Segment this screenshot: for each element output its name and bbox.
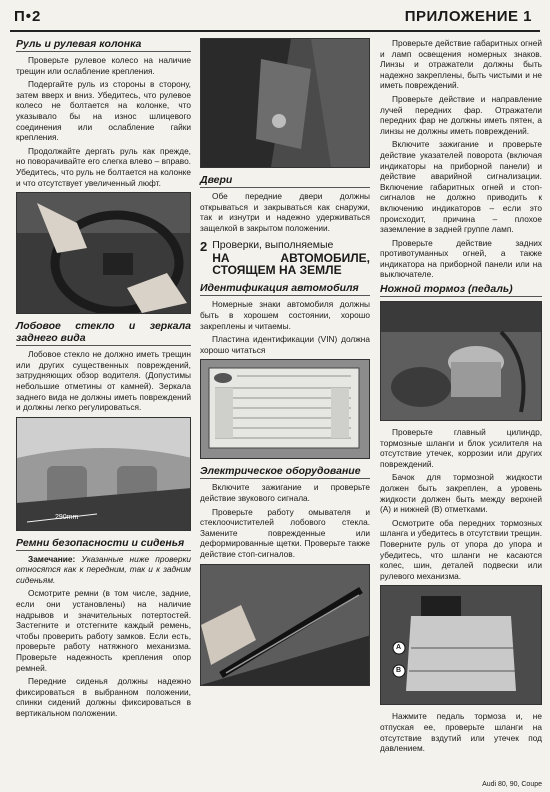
photo-wiper-blade xyxy=(200,564,370,686)
photo-door-latch xyxy=(200,38,370,168)
lights-paragraph-1: Проверьте действие габаритных огней и ламп освещения номерных знаков. Линзы и отражатели должны быть надежно закреплены, быть чистыми и не иметь повреждений. xyxy=(380,38,542,91)
belts-paragraph-2: Передние сиденья должны надежно фиксироваться в выбранном положении, спинки сидений должны фиксироваться в вертикальном положении. xyxy=(16,676,191,718)
heading-identification: Идентификация автомобиля xyxy=(200,282,370,296)
heading-belts: Ремни безопасности и сиденья xyxy=(16,537,191,551)
level-marker-b: B xyxy=(396,667,402,675)
identification-paragraph-2: Пластина идентификации (VIN) должна хорошо читаться xyxy=(200,334,370,355)
windscreen-paragraph-1: Лобовое стекло не должно иметь трещин или других существенных повреждений, затрудняющих обзор водителя. (Допустимы небольшие отметины от камней). Зеркала заднего вида не должны иметь повреждений и должны легко регулироваться. xyxy=(16,349,191,413)
steering-paragraph-3: Продолжайте дергать руль как прежде, но поворачивайте его слегка влево – вправо. Убедитесь, что руль не болтается на колонке и что отсутствует увеличенный люфт. xyxy=(16,145,191,188)
identification-paragraph-1: Номерные знаки автомобиля должны быть в хорошем состоянии, хорошо закреплены и читаемы. xyxy=(200,299,370,331)
heading-foot-brake: Ножной тормоз (педаль) xyxy=(380,283,542,297)
doors-paragraph-1: Обе передние двери должны открываться и закрываться как снаружи, так и изнутри и надежно удерживаться защелкой в закрытом положении. xyxy=(200,191,370,233)
belts-paragraph-1: Осмотрите ремни (в том числе, задние, если они установлены) на наличие надрывов и значительных потертостей. Застегните и отстегните каждый ремень, чтобы проверить работу замков. Если есть, проверьте работу натяжного механизма. Проверьте надежность крепления опор ремней. xyxy=(16,588,191,673)
level-marker-a: A xyxy=(396,644,402,652)
brake-paragraph-1: Проверьте главный цилиндр, тормозные шланги и блок усилителя на отсутствие утечек, коррозии или других повреждений. xyxy=(380,427,542,469)
column-middle xyxy=(200,38,370,692)
steering-paragraph-1: Проверьте рулевое колесо на наличие трещин или ослабление крепления. xyxy=(16,55,191,76)
appendix-title: ПРИЛОЖЕНИЕ 1 xyxy=(404,8,532,25)
section-number: 2 xyxy=(200,239,208,255)
note-text: Указанные ниже проверки относятся как к передним, так и к задним сиденьям. xyxy=(16,553,192,585)
photo-windscreen xyxy=(16,417,191,531)
header-rule xyxy=(10,30,540,32)
brake-paragraph-4: Нажмите педаль тормоза и, не отпуская ее, проверьте шланги на отсутствие вздутий или утечек под давлением. xyxy=(380,711,542,754)
photo-steering-wheel xyxy=(16,192,191,314)
section-line-1: Проверки, выполняемые xyxy=(212,239,334,252)
note-label: Замечание: xyxy=(28,553,76,564)
electrical-paragraph-2: Проверьте работу омывателя и стеклоочистителей лобового стекла. Замените поврежденные или деформированные щетки. Проверьте также действие стоп-сигналов. xyxy=(200,506,370,559)
lights-paragraph-3: Включите зажигание и проверьте действие указателей поворота (включая индикаторы на приборной панели) и действие аварийной сигнализации. Включение габаритных огней и стоп-сигналов не должно приводить к включению индикаторов – если это происходит, причина – плохое заземление в задней группе ламп. xyxy=(380,139,542,235)
heading-windscreen: Лобовое стекло и зеркала заднего вида xyxy=(16,320,191,345)
photo-brake-master-cylinder xyxy=(380,301,542,421)
electrical-paragraph-1: Включите зажигание и проверьте действие звукового сигнала. xyxy=(200,482,370,503)
belts-note xyxy=(16,554,191,586)
section-2-heading xyxy=(200,239,370,276)
heading-doors: Двери xyxy=(200,174,370,188)
lights-paragraph-2: Проверьте действие и направление лучей передних фар. Отражатели передних фар не должны иметь пятен, а линзы не должны иметь повреждений. xyxy=(380,93,542,136)
heading-electrical: Электрическое оборудование xyxy=(200,465,370,479)
brake-paragraph-2: Бачок для тормозной жидкости должен быть закреплен, а уровень жидкости должен быть между верхней (А) и нижней (В) отметками. xyxy=(380,472,542,515)
photo-measurement-label: 290mm xyxy=(55,514,79,522)
photo-brake-fluid-reservoir xyxy=(380,585,542,705)
brake-paragraph-3: Осмотрите оба передних тормозных шланга и убедитесь в отсутствии трещин. Поверните руль от упора до упора и убедитесь, что шланги не касаются колес, шин, деталей подвески или рулевого механизма. xyxy=(380,517,542,581)
heading-steering: Руль и рулевая колонка xyxy=(16,38,191,52)
column-right xyxy=(380,38,542,757)
lights-paragraph-4: Проверьте действие задних противотуманных огней, а также индикатора на приборной панели или на выключателе. xyxy=(380,237,542,280)
photo-vin-plate xyxy=(200,359,370,459)
section-line-2: НА АВТОМОБИЛЕ, СТОЯЩЕМ НА ЗЕМЛЕ xyxy=(212,251,370,278)
column-left xyxy=(16,38,191,722)
page-number: П•2 xyxy=(14,8,42,25)
steering-paragraph-2: Подергайте руль из стороны в сторону, затем вверх и вниз. Убедитесь, что рулевое колесо не болтается на колонке, что указывало бы на износ шлицевого соединения или ослабление гайки крепления. xyxy=(16,79,191,143)
footer-brand: Audi 80, 90, Coupe xyxy=(482,781,542,788)
